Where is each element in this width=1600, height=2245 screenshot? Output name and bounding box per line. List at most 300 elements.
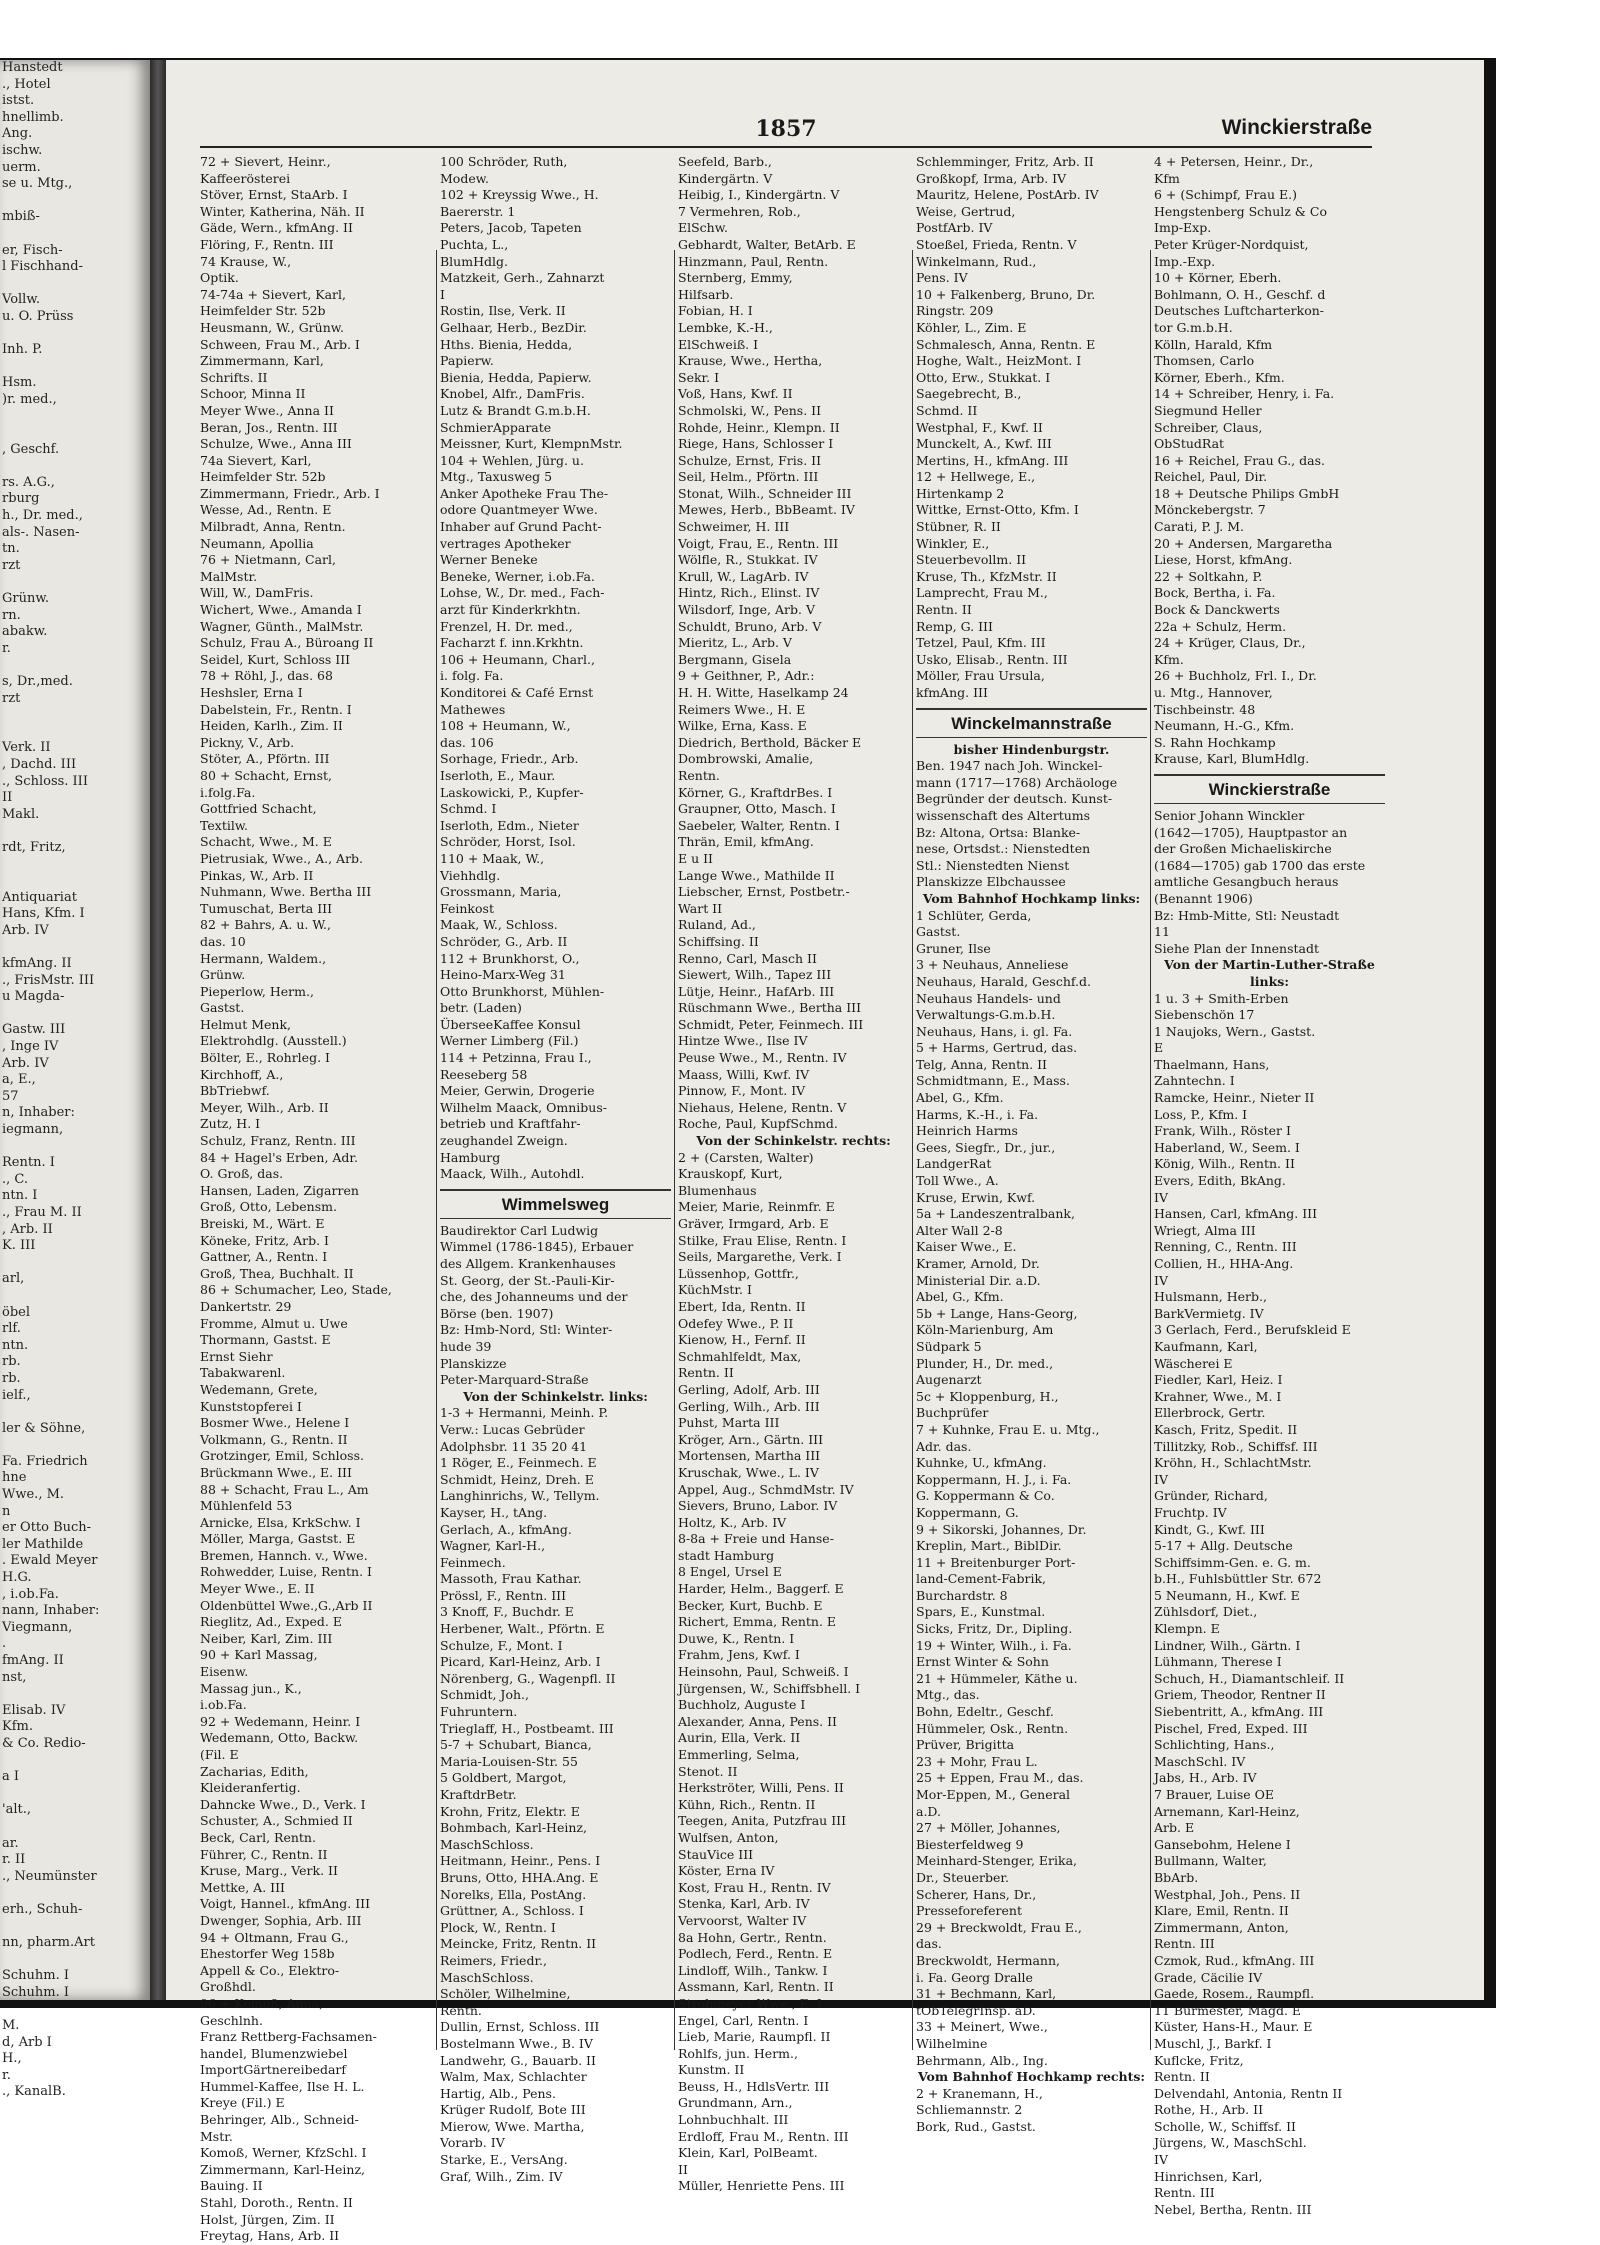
directory-entry: 90 + Karl Massag,: [200, 1647, 318, 1663]
directory-entry: betr. (Laden): [440, 1000, 522, 1016]
directory-entry: Herbener, Walt., Pförtn. E: [440, 1621, 605, 1637]
directory-entry: H. H. Witte, Haselkamp 24: [678, 685, 849, 700]
directory-entry: Kunstm. II: [678, 2062, 745, 2078]
directory-entry: Gottfried Schacht,: [200, 801, 317, 817]
directory-entry: Sternberg, Emmy,: [678, 270, 793, 286]
directory-entry: Heitmann, Heinr., Pens. I: [440, 1853, 601, 1869]
directory-entry: Kuhnke, U., kfmAng.: [916, 1455, 1047, 1471]
left-page-line: [0, 1255, 150, 1272]
left-page-line: Wwe., M.: [2, 1487, 65, 1503]
directory-entry: 1-3 + Hermanni, Meinh. P.: [440, 1405, 609, 1421]
directory-entry: Brückmann Wwe., E. III: [200, 1464, 352, 1480]
left-page-line: [0, 276, 150, 293]
street-note-line: Senior Johann Winckler: [1154, 807, 1305, 823]
directory-entry: Zühlsdorf, Diet.,: [1154, 1604, 1258, 1620]
directory-entry: 76 + Nietmann, Carl,: [200, 552, 336, 568]
directory-entry: Rüschmann Wwe., Bertha III: [678, 1000, 862, 1016]
directory-entry: Schliemannstr. 2: [916, 2102, 1023, 2118]
left-page-line: [0, 226, 150, 243]
directory-entry: Kruschak, Wwe., L. IV: [678, 1464, 819, 1480]
directory-entry: Zacharias, Edith,: [200, 1763, 309, 1779]
directory-entry: Schuldt, Bruno, Arb. V: [678, 618, 822, 634]
directory-entry: Knobel, Alfr., DamFris.: [440, 386, 585, 402]
left-page-line: Schuhm. I: [2, 1984, 70, 2000]
section-heading: Von der Schinkelstr. rechts:: [696, 1133, 891, 1149]
directory-entry: Herkströter, Willi, Pens. II: [678, 1780, 844, 1796]
directory-entry: Rentn. III: [1154, 1936, 1215, 1952]
left-page-line: ., FrisMstr. III: [2, 972, 95, 988]
directory-entry: 23 + Mohr, Frau L.: [916, 1753, 1038, 1769]
directory-entry: E u II: [678, 850, 713, 866]
left-page-line: abakw.: [2, 624, 48, 640]
directory-entry: Rohwedder, Luise, Rentn. I: [200, 1564, 372, 1580]
directory-entry: Schulz, Frau A., Büroang II: [200, 635, 374, 651]
left-page-line: ischw.: [2, 142, 43, 158]
street-note-line: der Großen Michaeliskirche: [1154, 841, 1332, 857]
street-note-line: hude 39: [440, 1338, 492, 1354]
directory-entry: Rentn. III: [1154, 2185, 1215, 2201]
directory-entry: 7 Vermehren, Rob.,: [678, 203, 801, 219]
directory-entry: Meissner, Kurt, KlempnMstr.: [440, 436, 623, 452]
directory-entry: Hartig, Alb., Pens.: [440, 2085, 556, 2101]
directory-entry: Eisenw.: [200, 1664, 249, 1680]
directory-entry: Reichel, Paul, Dir.: [1154, 469, 1268, 485]
directory-entry: 5 Goldbert, Margot,: [440, 1770, 567, 1786]
directory-entry: zeughandel Zweign.: [440, 1133, 568, 1149]
directory-entry: Breiski, M., Wärt. E: [200, 1216, 325, 1231]
directory-entry: Plunder, H., Dr. med.,: [916, 1355, 1054, 1371]
directory-entry: Appel, Aug., SchmdMstr. IV: [678, 1481, 854, 1497]
directory-entry: 20 + Andersen, Margaretha: [1154, 535, 1333, 551]
directory-entry: 5 Neumann, H., Kwf. E: [1154, 1587, 1300, 1603]
left-page-line: er, Fisch-: [2, 242, 63, 258]
left-page-line: rlf.: [2, 1321, 21, 1337]
directory-entry: Riege, Hans, Schlosser I: [678, 436, 834, 452]
directory-entry: SchmierApparate: [440, 419, 552, 435]
directory-entry: Neumann, Apollia: [200, 535, 314, 551]
section-heading: Vom Bahnhof Hochkamp links:: [922, 890, 1141, 906]
directory-entry: Kirchhoff, A.,: [200, 1066, 284, 1082]
directory-entry: 22a + Schulz, Herm.: [1154, 618, 1287, 634]
directory-entry: Vervoorst, Walter IV: [678, 1912, 807, 1928]
left-page-line: Rentn. I: [2, 1155, 55, 1171]
directory-entry: Hths. Bienia, Hedda,: [440, 336, 573, 352]
directory-entry: Körner, G., KraftdrBes. I: [678, 784, 833, 800]
left-page-line: a, E.,: [2, 1072, 36, 1088]
directory-entry: Meier, Marie, Reinmfr. E: [678, 1199, 835, 1215]
directory-entry: Niehaus, Helene, Rentn. V: [678, 1099, 847, 1115]
directory-entry: BarkVermietg. IV: [1154, 1305, 1264, 1321]
street-note-line: Bz: Hmb-Mitte, Stl: Neustadt: [1154, 907, 1340, 923]
directory-entry: Remp, G. III: [916, 618, 993, 634]
left-page-line: ., KanalB.: [2, 2084, 66, 2100]
directory-entry: Voigt, Frau, E., Rentn. III: [678, 535, 839, 551]
directory-entry: Koppermann, H. J., i. Fa.: [916, 1471, 1072, 1487]
left-page-line: M.: [2, 2018, 20, 2034]
directory-entry: Hintz, Rich., Elinst. IV: [678, 585, 820, 601]
directory-entry: Komoß, Werner, KfzSchl. I: [200, 2145, 367, 2161]
directory-entry: Dombrowski, Amalie,: [678, 751, 814, 767]
left-page-line: Vollw.: [2, 292, 41, 308]
directory-entry: Adr. das.: [916, 1438, 972, 1454]
directory-entry: Gründer, Richard,: [1154, 1488, 1268, 1504]
directory-entry: MaschSchloss.: [440, 1836, 534, 1852]
directory-entry: Kröger, Arn., Gärtn. III: [678, 1431, 824, 1447]
column-2: [440, 154, 671, 2184]
directory-entry: Erdloff, Frau M., Rentn. III: [678, 2128, 849, 2144]
directory-entry: ElSchweiß. I: [678, 336, 759, 352]
left-page-line: , Inge IV: [2, 1039, 59, 1055]
directory-entry: Müller, Henriette Pens. III: [678, 2178, 845, 2194]
directory-entry: 31 + Bechmann, Karl,: [916, 1986, 1057, 2002]
left-page-line: u. O. Prüss: [2, 308, 74, 324]
directory-entry: Alter Wall 2-8: [916, 1222, 1003, 1238]
directory-entry: Schmidt, Heinz, Dreh. E: [440, 1471, 594, 1487]
street-heading: Winckierstraße: [1154, 774, 1385, 804]
left-page-line: [0, 408, 150, 425]
directory-entry: Bullmann, Walter,: [1154, 1853, 1267, 1869]
directory-entry: Graupner, Otto, Masch. I: [678, 801, 836, 817]
column-rule: [912, 250, 913, 2050]
directory-entry: 94 + Oltmann, Frau G.,: [200, 1929, 349, 1945]
directory-entry: MaschSchloss.: [440, 1969, 534, 1985]
directory-entry: Collien, H., HHA-Ang.: [1154, 1256, 1294, 1271]
directory-entry: 2 + (Carsten, Walter): [678, 1149, 814, 1165]
left-page-line: II: [2, 790, 13, 806]
directory-entry: Beuss, H., HdlsVertr. III: [678, 2078, 830, 2094]
directory-entry: Puchta, L.,: [440, 236, 509, 252]
directory-entry: Kramer, Arnold, Dr.: [916, 1256, 1040, 1271]
directory-entry: Küster, Hans-H., Maur. E: [1154, 2019, 1313, 2035]
directory-entry: PostfArb. IV: [916, 220, 993, 236]
directory-entry: Schweimer, H. III: [678, 519, 790, 535]
directory-entry: Meinhard-Stenger, Erika,: [916, 1853, 1078, 1869]
column-rule: [436, 250, 437, 2050]
directory-entry: Köster, Erna IV: [678, 1863, 775, 1879]
left-page-line: se u. Mtg.,: [2, 176, 73, 192]
directory-entry: Walm, Max, Schlachter: [440, 2069, 587, 2085]
directory-entry: Hoghe, Walt., HeizMont. I: [916, 353, 1082, 369]
directory-entry: Bruns, Otto, HHA.Ang. E: [440, 1869, 599, 1885]
directory-entry: Seidel, Kurt, Schloss III: [200, 651, 351, 667]
directory-entry: Frahm, Jens, Kwf. I: [678, 1647, 800, 1663]
directory-entry: Schlichting, Hans.,: [1154, 1737, 1275, 1753]
directory-entry: Jürgens, W., MaschSchl.: [1154, 2135, 1307, 2151]
directory-entry: Kreplin, Mart., BiblDir.: [916, 1538, 1062, 1554]
directory-entry: Schulz, Franz, Rentn. III: [200, 1133, 356, 1149]
left-page-line: öbel: [2, 1304, 30, 1320]
directory-entry: Schiffsimm-Gen. e. G. m.: [1154, 1554, 1311, 1570]
directory-entry: Wedemann, Grete,: [200, 1381, 318, 1397]
directory-entry: 5c + Kloppenburg, H.,: [916, 1388, 1059, 1404]
directory-entry: Wagner, Günth., MalMstr.: [200, 618, 364, 634]
left-page-line: rs. A.G.,: [2, 474, 55, 490]
directory-entry: Dabelstein, Fr., Rentn. I: [200, 701, 352, 717]
directory-entry: Abel, G., Kfm.: [916, 1289, 1004, 1305]
directory-entry: Harms, K.-H., i. Fa.: [916, 1106, 1039, 1122]
street-note-line: Baudirektor Carl Ludwig: [440, 1222, 599, 1238]
left-page-line: n: [2, 1503, 11, 1519]
directory-entry: Becker, Kurt, Buchb. E: [678, 1597, 823, 1613]
page-number: 1857: [755, 116, 817, 142]
directory-entry: Wilke, Erna, Kass. E: [678, 718, 807, 734]
directory-entry: Krause, Wwe., Hertha,: [678, 353, 823, 369]
directory-entry: Schiffsing. II: [678, 933, 759, 949]
directory-entry: Langhinrichs, W., Tellym.: [440, 1488, 600, 1504]
directory-entry: ImportGärtnereibedarf: [200, 2062, 347, 2078]
directory-entry: Schmalesch, Anna, Rentn. E: [916, 336, 1096, 352]
left-page-line: & Co. Redio-: [2, 1735, 86, 1751]
directory-entry: Lütje, Heinr., HafArb. III: [678, 983, 835, 999]
left-page-line: d, Arb I: [2, 2034, 52, 2050]
directory-entry: Kühn, Rich., Rentn. II: [678, 1796, 816, 1812]
directory-entry: Wölfle, R., Stukkat. IV: [678, 552, 818, 568]
directory-entry: Wriegt, Alma III: [1154, 1222, 1256, 1238]
column-5: [1154, 154, 1385, 2217]
directory-entry: Geschlnh.: [200, 2012, 263, 2028]
directory-entry: Köhler, L., Zim. E: [916, 319, 1027, 335]
directory-entry: E: [1154, 1040, 1164, 1056]
directory-entry: Saebeler, Walter, Rentn. I: [678, 817, 840, 833]
directory-entry: König, Wilh., Rentn. II: [1154, 1156, 1295, 1172]
directory-entry: Holst, Jürgen, Zim. II: [200, 2211, 335, 2227]
directory-entry: IV: [1154, 1471, 1168, 1487]
directory-entry: Bergmann, Gisela: [678, 651, 792, 667]
directory-entry: Duwe, K., Rentn. I: [678, 1630, 795, 1646]
directory-entry: 1 Schlüter, Gerda,: [916, 907, 1032, 923]
directory-entry: Kfm: [1154, 170, 1180, 186]
directory-entry: Steuerbevollm. II: [916, 552, 1027, 568]
directory-entry: Schuch, H., Diamantschleif. II: [1154, 1670, 1345, 1686]
left-page-line: Ang.: [2, 126, 33, 142]
directory-entry: Hengstenberg Schulz & Co: [1154, 203, 1327, 219]
directory-entry: Schmolski, W., Pens. II: [678, 402, 822, 418]
directory-entry: Wedemann, Otto, Backw.: [200, 1730, 359, 1746]
directory-entry: Mertins, H., kfmAng. III: [916, 452, 1069, 468]
directory-entry: Krauskopf, Kurt,: [678, 1166, 783, 1182]
directory-entry: Rohlfs, jun. Herm.,: [678, 2045, 798, 2061]
directory-entry: Emmerling, Selma,: [678, 1747, 800, 1762]
left-page-line: [0, 425, 150, 442]
directory-entry: Liese, Horst, kfmAng.: [1154, 552, 1293, 568]
directory-entry: Krohn, Fritz, Elektr. E: [440, 1803, 580, 1819]
left-page-line: [0, 657, 150, 674]
directory-entry: Rentn. II: [916, 602, 972, 618]
left-page-line: uerm.: [2, 159, 41, 175]
directory-entry: i.ob.Fa.: [200, 1697, 247, 1713]
directory-entry: Usko, Elisab., Rentn. III: [916, 651, 1068, 667]
directory-entry: BlumHdlg.: [440, 253, 508, 269]
directory-entry: Winter, Katherina, Näh. II: [200, 203, 365, 219]
directory-entry: 14 + Schreiber, Henry, i. Fa.: [1154, 386, 1335, 402]
left-page-line: hne: [2, 1470, 27, 1486]
directory-entry: Schmd. II: [916, 402, 978, 418]
left-page-line: rb.: [2, 1354, 21, 1370]
directory-entry: Stübner, R. II: [916, 519, 1001, 535]
directory-entry: Grade, Cäcilie IV: [1154, 1969, 1263, 1985]
directory-entry: Siebenschön 17: [1154, 1007, 1255, 1023]
directory-entry: land-Cement-Fabrik,: [916, 1571, 1047, 1587]
directory-entry: Hamburg: [440, 1149, 501, 1165]
directory-entry: Roche, Paul, KupfSchmd.: [678, 1116, 838, 1132]
directory-entry: Siewert, Wilh., Tapez III: [678, 967, 832, 983]
directory-entry: Heusmann, W., Grünw.: [200, 319, 344, 335]
directory-entry: Heinrich Harms: [916, 1123, 1018, 1139]
directory-entry: Heibig, I., Kindergärtn. V: [678, 187, 840, 203]
directory-entry: 78 + Röhl, J., das. 68: [200, 668, 333, 684]
directory-entry: 102 + Kreyssig Wwe., H.: [440, 187, 599, 203]
directory-entry: Odefey Wwe., P. II: [678, 1315, 794, 1331]
directory-entry: Reimers Wwe., H. E: [678, 701, 806, 717]
left-page-line: [0, 193, 150, 210]
directory-entry: Schröder, Horst, Isol.: [440, 834, 576, 850]
directory-entry: stadt Hamburg: [678, 1547, 775, 1563]
directory-entry: Schmd. I: [440, 801, 497, 817]
directory-entry: Flöring, F., Rentn. III: [200, 236, 334, 252]
directory-entry: Behrmann, Alb., Ing.: [916, 2052, 1048, 2068]
directory-entry: Hummel-Kaffee, Ilse H. L.: [200, 2078, 365, 2094]
directory-entry: Winkelmann, Rud.,: [916, 253, 1037, 269]
directory-entry: Haberland, W., Seem. I: [1154, 1139, 1300, 1155]
directory-entry: Dullin, Ernst, Schloss. III: [440, 2019, 600, 2035]
directory-entry: Pieperlow, Herm.,: [200, 983, 314, 999]
directory-entry: Beck, Carl, Rentn.: [200, 1829, 316, 1845]
directory-entry: 9 + Geithner, P., Adr.:: [678, 668, 815, 684]
left-page-line: rb.: [2, 1370, 21, 1386]
directory-entry: Körner, Eberh., Kfm.: [1154, 369, 1285, 385]
directory-entry: Großhdl.: [200, 1979, 256, 1995]
directory-entry: Franz Rettberg-Fachsamen-: [200, 2029, 377, 2045]
left-page-line: [0, 1288, 150, 1305]
directory-entry: Möller, Frau Ursula,: [916, 668, 1045, 684]
directory-entry: i. Fa. Georg Dralle: [916, 1969, 1033, 1985]
directory-entry: Heino-Marx-Weg 31: [440, 967, 566, 983]
directory-entry: Appell & Co., Elektro-: [200, 1962, 340, 1978]
directory-entry: 3 Gerlach, Ferd., Berufskleid E: [1154, 1322, 1351, 1338]
directory-entry: Puhst, Marta III: [678, 1415, 780, 1431]
directory-entry: Bork, Rud., Gastst.: [916, 2118, 1036, 2134]
directory-entry: Lange Wwe., Mathilde II: [678, 867, 835, 883]
directory-entry: Jürgensen, W., Schiffsbhell. I: [678, 1680, 861, 1696]
left-page-line: ler Mathilde: [2, 1536, 84, 1552]
directory-entry: Maass, Willi, Kwf. IV: [678, 1066, 810, 1082]
directory-entry: Toll Wwe., A.: [916, 1173, 999, 1189]
directory-entry: Weise, Gertrud,: [916, 203, 1016, 219]
left-page-line: Makl.: [2, 806, 40, 822]
directory-page: [166, 60, 1484, 2244]
directory-entry: Massag jun., K.,: [200, 1680, 302, 1696]
directory-entry: Graf, Wilh., Zim. IV: [440, 2168, 563, 2184]
directory-entry: Möller, Marga, Gastst. E: [200, 1531, 356, 1547]
left-page-line: tn.: [2, 541, 20, 557]
directory-entry: Hilfsarb.: [678, 286, 734, 302]
directory-entry: Iserloth, E., Maur.: [440, 767, 556, 783]
directory-entry: Peters, Jacob, Tapeten: [440, 220, 582, 236]
directory-entry: Wilhelmine: [916, 2035, 988, 2051]
directory-entry: 84 + Hagel's Erben, Adr.: [200, 1149, 359, 1165]
directory-entry: Stilke, Frau Elise, Rentn. I: [678, 1232, 847, 1248]
directory-entry: Seil, Helm., Pförtn. III: [678, 469, 819, 485]
directory-entry: 5-7 + Schubart, Bianca,: [440, 1737, 592, 1753]
directory-entry: Gansebohm, Helene I: [1154, 1836, 1291, 1852]
directory-entry: Kruse, Marg., Verk. II: [200, 1863, 338, 1879]
directory-entry: 11 + Breitenburger Port-: [916, 1554, 1076, 1570]
directory-entry: Ebert, Ida, Rentn. II: [678, 1298, 806, 1314]
directory-entry: Krull, W., LagArb. IV: [678, 568, 809, 584]
directory-entry: Kruse, Th., KfzMstr. II: [916, 568, 1057, 584]
directory-entry: Werner Limberg (Fil.): [440, 1033, 579, 1049]
directory-entry: Fuhruntern.: [440, 1704, 518, 1720]
directory-entry: Groß, Otto, Lebensm.: [200, 1199, 337, 1215]
left-page-line: er Otto Buch-: [2, 1520, 92, 1536]
directory-entry: Krause, Karl, BlumHdlg.: [1154, 751, 1310, 767]
street-note-line: amtliche Gesangbuch heraus: [1154, 874, 1339, 890]
directory-entry: 2 + Kranemann, H.,: [916, 2085, 1043, 2101]
directory-entry: Hinzmann, Paul, Rentn.: [678, 253, 829, 269]
directory-entry: Dr., Steuerber.: [916, 1869, 1009, 1885]
left-page-line: , Geschf.: [2, 441, 60, 457]
directory-entry: Klempn. E: [1154, 1621, 1220, 1637]
left-page-line: , Dachd. III: [2, 756, 77, 772]
left-page-line: s, Dr.,med.: [2, 673, 73, 689]
directory-entry: O. Groß, das.: [200, 1166, 284, 1182]
column-1: [200, 154, 431, 2244]
directory-entry: arzt für Kinderkrkhtn.: [440, 602, 581, 618]
directory-entry: 112 + Brunkhorst, O.,: [440, 950, 580, 966]
street-note-line: Peter-Marquard-Straße: [440, 1372, 589, 1388]
directory-entry: Gebhardt, Walter, BetArb. E: [678, 236, 856, 252]
directory-entry: Mierow, Wwe. Martha,: [440, 2118, 585, 2134]
directory-entry: Tillitzky, Rob., Schiffsf. III: [1154, 1438, 1318, 1454]
running-head: Winckierstraße: [1221, 116, 1372, 139]
directory-entry: Tumuschat, Berta III: [200, 900, 333, 916]
directory-entry: Gastst.: [200, 1000, 245, 1016]
left-page-line: [0, 1819, 150, 1836]
directory-entry: Gerling, Wilh., Arb. III: [678, 1398, 820, 1414]
directory-entry: IV: [1154, 2152, 1168, 2168]
directory-entry: Loss, P., Kfm. I: [1154, 1106, 1248, 1122]
page-header: [200, 116, 1372, 148]
directory-entry: Rieglitz, Ad., Exped. E: [200, 1614, 342, 1630]
directory-entry: Thormann, Gastst. E: [200, 1332, 331, 1348]
left-page-line: ntn.: [2, 1337, 29, 1353]
directory-entry: Feinmech.: [440, 1554, 506, 1570]
directory-entry: Gerlach, A., kfmAng.: [440, 1521, 572, 1537]
directory-entry: Grundmann, Arn.,: [678, 2095, 793, 2111]
directory-entry: Mieritz, L., Arb. V: [678, 635, 792, 651]
directory-entry: Pischel, Fred, Exped. III: [1154, 1720, 1308, 1736]
directory-entry: Blumenhaus: [678, 1182, 757, 1198]
left-page-line: ., C.: [2, 1171, 29, 1187]
directory-entry: Iserloth, Edm., Nieter: [440, 817, 579, 833]
left-page-line: Kfm.: [2, 1719, 33, 1735]
directory-entry: 104 + Wehlen, Jürg. u.: [440, 452, 584, 468]
left-page-line: l Fischhand-: [2, 259, 84, 275]
left-page-line: h., Dr. med.,: [2, 508, 83, 524]
section-heading: Von der Schinkelstr. links:: [463, 1388, 648, 1404]
book-gutter: [150, 60, 166, 2000]
directory-entry: 8a Hohn, Gertr., Rentn.: [678, 1929, 827, 1945]
directory-entry: Hansen, Laden, Zigarren: [200, 1182, 359, 1198]
directory-entry: Zimmermann, Karl,: [200, 353, 324, 369]
directory-entry: Tetzel, Paul, Kfm. III: [916, 635, 1046, 651]
directory-entry: Schulze, F., Mont. I: [440, 1637, 563, 1653]
left-page-line: [0, 1952, 150, 1969]
left-page-line: [0, 1786, 150, 1803]
directory-entry: Alexander, Anna, Pens. II: [678, 1713, 837, 1729]
left-page-line: Antiquariat: [2, 889, 77, 905]
directory-entry: Klein, Karl, PolBeamt.: [678, 2145, 818, 2161]
